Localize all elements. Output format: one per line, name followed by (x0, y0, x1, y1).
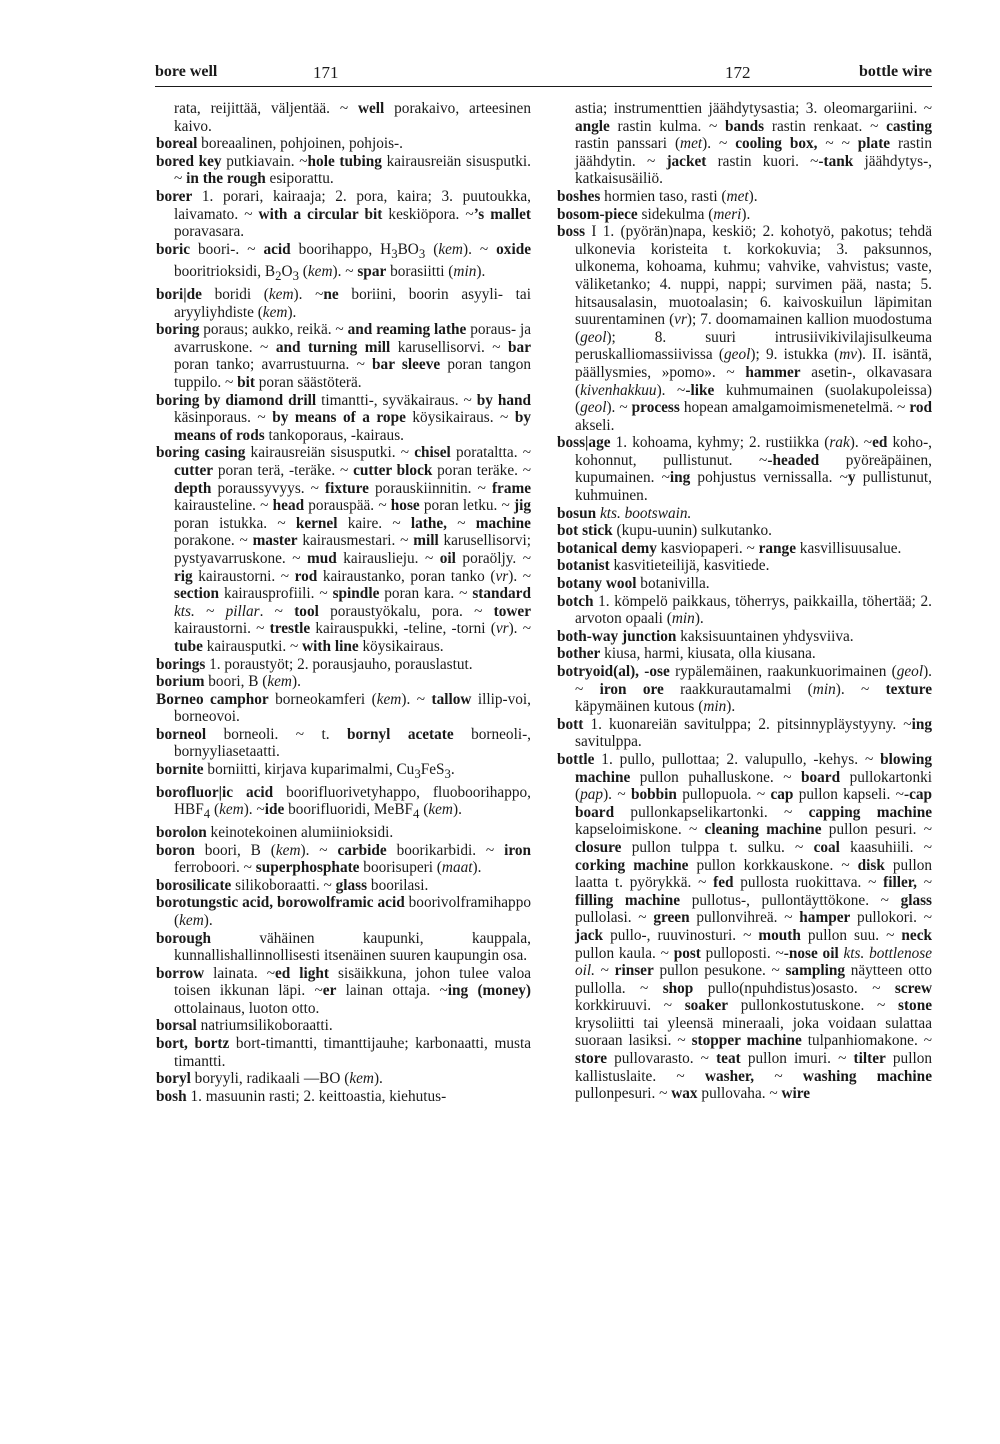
dictionary-entry: borer 1. porari, kairaaja; 2. pora, kaira; 3. puutoukka, laivamato. ~ with a circular bit keskiöpora. ~’s mallet poravasara. (156, 187, 531, 241)
dictionary-entry: bored key putkiavain. ~hole tubing kairausreiän sisusputki. ~ in the rough esiporattu. (156, 152, 531, 188)
dictionary-entry: bosun kts. bootswain. (557, 504, 692, 522)
dictionary-entry: borings 1. poraustyöt; 2. porausjauho, porauslastut. (156, 655, 473, 673)
dictionary-entry: bottle 1. pullo, pullottaa; 2. valupullo, -kehys. ~ blowing machine pullon puhalluskone. ~ board pullokartonki (pap). ~ bobbin pullopuola. ~ cap pullon kapseli. ~-cap board pullonkapselikartonki. ~ capping machine kapseloimiskone. ~ cleaning machine pullon pesuri. ~ closure pullon tulppa t. sulku. ~ coal kaasuhiili. ~ corking machine pullon korkkauskone. ~ disk pullon laatta t. pyörykkä. ~ fed pullosta ruokittava. ~ filler, ~ filling machine pullotus-, pullontäyttökone. ~ glass pullolasi. ~ green pullonvihreä. ~ hamper pullokori. ~ jack pullo-, ruuvinosturi. ~ mouth pullon suu. ~ neck pullon kaula. ~ post pulloposti. ~-nose oil kts. bottlenose oil. ~ rinser pullon pesukone. ~ sampling näytteen otto pullolla. ~ shop pullo(npuhdistus)osasto. ~ screw korkkiruuvi. ~ soaker pullonkostutuskone. ~ stone krysoliitti tai yleensä mineraali, joka voidaan sulattaa suoraan lasiksi. ~ stopper machine tulpanhiomakone. ~ store pullovarasto. ~ teat pullon imuri. ~ tilter pullon kallistuslaite. ~ washer, ~ washing machine pullonpesuri. ~ wax pullovaha. ~ wire (557, 750, 932, 1103)
dictionary-entry: borolon keinotekoinen alumiinioksidi. (156, 823, 394, 841)
dictionary-entry: boring casing kairausreiän sisusputki. ~ chisel porataltta. ~ cutter poran terä, -teräke. ~ cutter block poran teräke. ~ depth poraussyvyys. ~ fixture porauskiinnitin. ~ frame kairausteline. ~ head porauspää. ~ hose poran letku. ~ jig poran istukka. ~ kernel kaire. ~ lathe, ~ machine porakone. ~ master kairausmestari. ~ mill karusellisorvi; pystyavarruskone. ~ mud kairauslieju. ~ oil poraöljy. ~ rig kairaustorni. ~ rod kairaustanko, poran tanko (vr). ~ section kairausprofiili. ~ spindle poran kara. ~ standard kts. ~ pillar. ~ tool poraustyökalu, pora. ~ tower kairaustorni. ~ trestle kairauspukki, -teline, -torni (vr). ~ tube kairausputki. ~ with line köysikairaus. (156, 444, 531, 655)
dictionary-entry: bosom-piece sidekulma (meri). (557, 205, 751, 223)
dictionary-entry: borough vähäinen kaupunki, kauppala, kunnallishallinnollisesti itsenäinen suuren kaupungin osa. (156, 929, 531, 965)
left-page-number: 171 (313, 63, 339, 82)
dictionary-entry: botryoid(al), -ose rypälemäinen, raakunkuorimainen (geol). ~ iron ore raakkurautamalmi (min). ~ texture käpymäinen kutous (min). (557, 663, 932, 716)
dictionary-entry: both-way junction kaksisuuntainen yhdysviiva. (557, 627, 854, 645)
dictionary-entry: boss|age 1. kohoama, kyhmy; 2. rustiikka (rak). ~ed koho-, kohonnut, pullistunut. ~-headed pyöreäpäinen, kupumainen. ~ing pohjustus vernissalla. ~y pullistunut, kuhmuinen. (557, 434, 932, 505)
dictionary-entry: bori|de boridi (kem). ~ne boriini, boorin asyyli- tai aryyliyhdiste (kem). (156, 286, 531, 321)
dictionary-entry: borium boori, B (kem). (156, 673, 301, 691)
dictionary-entry: bornite borniitti, kirjava kuparimalmi, $Cu_3FeS_3$. (156, 761, 455, 782)
dictionary-entry: botch 1. kömpelö paikkaus, töherrys, paikkailla, töhertää; 2. arvoton opaali (min). (557, 592, 932, 628)
dictionary-entry: borsal natriumsilikoboraatti. (156, 1017, 333, 1035)
dictionary-entry: bother kiusa, harmi, kiusata, olla kiusana. (557, 645, 816, 663)
dictionary-entry: boshes hormien taso, rasti (met). (557, 187, 758, 205)
dictionary-entry: borofluor|ic acid boorifluorivetyhappo, fluoboorihappo, $HBF_4$ (kem). ~ide boorifluoridi, MeBF$_4$ (kem). (156, 783, 531, 822)
dictionary-entry: borotungstic acid, borowolframic acid boorivolframihappo (kem). (156, 894, 531, 929)
header-rule (155, 86, 932, 87)
dictionary-entry: boreal boreaalinen, pohjoinen, pohjois-. (156, 135, 403, 153)
dictionary-entry: boss I 1. (pyörän)napa, keskiö; 2. kohotyö, pakotus; tehdä ulkonevia koristeita t. korkokuvia; 3. paksunnos, ulkonema, kohoama, kuhmu; vahvike, vahvistus; vaste, väliketanko; 4. nuppi, nappi; survimen pää, nasta; 5. hitsausalasin, muotoalasin; 6. kaivoskuilun läpimitan suurentaminen (vr); 7. doomamainen kallion muodostuma (geol); 8. suuri intrusiivikivilajisulkeuma peruskalliomassiivissa (geol); 9. istukka (mv). II. isäntä, päällysmies, »pomo». ~ hammer asetin-, olkavasara (kivenhakkuu). ~-like kuhmumainen (suolakupoleissa) (geol). ~ process hopean amalgamoimismenetelmä. ~ rod akseli. (557, 223, 932, 434)
dictionary-entry: boron boori, B (kem). ~ carbide boorikarbidi. ~ iron ferroboori. ~ superphosphate boorisuperi (maat). (156, 841, 531, 877)
dictionary-entry: bott 1. kuonareiän savitulppa; 2. pitsinnypläystyyny. ~ing savitulppa. (557, 715, 932, 751)
left-column (156, 100, 531, 1430)
dictionary-entry: boryl boryyli, radikaali —BO (kem). (156, 1070, 383, 1088)
dictionary-entry: bort, bortz bort-timantti, timanttijauhe; karbonaatti, musta timantti. (156, 1035, 531, 1070)
dictionary-entry: astia; instrumenttien jäähdytysastia; 3. oleomargariini. ~ angle rastin kulma. ~ bands rastin renkaat. ~ casting rastin panssari (met). ~ cooling box, ~ ~ plate rastin jäähdytin. ~ jacket rastin kuori. ~-tank jäähdytys-, katkaisusäiliö. (575, 100, 932, 188)
page-header (155, 63, 932, 85)
right-column (557, 100, 932, 1430)
dictionary-entry: botany wool botanivilla. (557, 575, 710, 593)
right-page-number: 172 (725, 63, 751, 82)
dictionary-entry: borosilicate silikoboraatti. ~ glass boorilasi. (156, 876, 429, 894)
dictionary-entry: rata, reijittää, väljentää. ~ well porakaivo, arteesinen kaivo. (174, 100, 531, 135)
dictionary-entry: botanist kasvitieteilijä, kasvitiede. (557, 557, 770, 575)
dictionary-entry: boring poraus; aukko, reikä. ~ and reaming lathe poraus- ja avarruskone. ~ and turning mill karusellisorvi. ~ bar poran tanko; avarrustuurna. ~ bar sleeve poran tangon tuppilo. ~ bit poran säästöterä. (156, 321, 531, 391)
right-guide-word: bottle wire (858, 63, 932, 80)
dictionary-entry: boring by diamond drill timantti-, syväkairaus. ~ by hand käsinporaus. ~ by means of a rope köysikairaus. ~ by means of rods tankoporaus, -kairaus. (156, 391, 531, 444)
dictionary-entry: bot stick (kupu-uunin) sulkutanko. (557, 522, 772, 540)
dictionary-entry: boric boori-. ~ acid boorihappo, $H_3BO_3$ (kem). ~ oxide booritrioksidi, $B_2O_3$ (kem). ~ spar borasiitti (min). (156, 240, 531, 284)
dictionary-entry: Borneo camphor borneokamferi (kem). ~ tallow illip-voi, borneovoi. (156, 690, 531, 726)
left-guide-word: bore well (155, 63, 218, 80)
dictionary-entry: botanical demy kasviopaperi. ~ range kasvillisuusalue. (557, 539, 902, 557)
dictionary-entry: borneol borneoli. ~ t. bornyl acetate borneoli-, bornyyliasetaatti. (156, 725, 531, 761)
dictionary-entry: borrow lainata. ~ed light sisäikkuna, johon tulee valoa toisen ikkunan läpi. ~er lainan ottaja. ~ing (money) ottolainaus, luoton otto. (156, 964, 531, 1017)
dictionary-entry: bosh 1. masuunin rasti; 2. keittoastia, kiehutus- (156, 1087, 447, 1105)
